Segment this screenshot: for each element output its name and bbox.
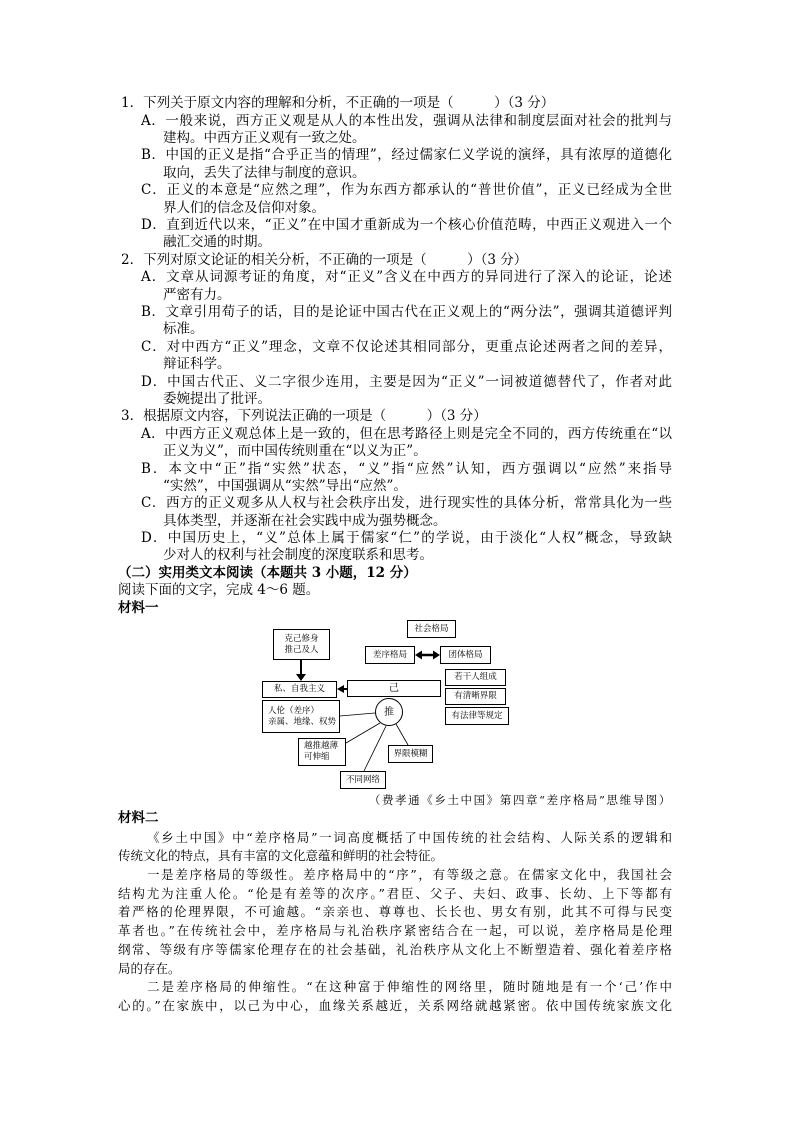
option-text-line: B．中国的正义是指“合乎正当的情理”，经过儒家仁义学说的演绎，具有浓厚的道德化 [141,147,672,164]
node-feature-members: 若干人组成 [445,669,506,686]
node-selfishness: 私、自我主义 [262,681,337,698]
node-differential-mode: 差序格局 [365,646,415,664]
option-text-line: A．一般来说，西方正义观是从人的本性出发，强调从法律和制度层面对社会的批判与 [141,112,672,129]
paragraph-line: 一是差序格局的等级性。差序格局中的“序”，有等级之意。在儒家文化中，我国社会 [147,867,672,883]
option-text-line: C．对中西方“正义”理念，文章不仅论述其相同部分，更重点论述两者之间的差异， [141,338,672,355]
node-text-line: 越推越薄 [304,741,339,751]
node-text-line: 可伸缩 [304,752,330,762]
option-text-line: A．中西方正义观总体上是一致的，但在思考路径上则是完全不同的，西方传统重在“以 [141,425,672,442]
paragraph-line: 《乡土中国》中“差序格局”一词高度概括了中国传统的社会结构、人际关系的逻辑和 [147,829,672,845]
option-text-line: 辩证科学。 [163,356,231,373]
node-thinning [298,738,346,766]
material-2-text [0,829,794,1016]
question-3-stem: 3．根据原文内容，下列说法正确的一项是（ ）（3 分） [121,408,487,425]
option-text-line: 委婉提出了批评。 [163,390,271,407]
node-feature-clear-boundary: 有清晰界限 [445,688,506,705]
node-feature-legal-rules: 有法律等规定 [445,707,509,725]
question-2-stem: 2．下列对原文论证的相关分析，不正确的一项是（ ）（3 分） [121,251,528,268]
arrow-head [415,651,422,660]
node-self: 己 [347,680,441,697]
node-text-line: 推己及人 [284,644,319,655]
option-text-line: B．文章引用荀子的话，目的是论证中国古代在正义观上的“两分法”，强调其道德评判 [141,303,672,320]
option-text-line: 标准。 [163,321,204,338]
paragraph-line: 局的存在。 [118,960,181,976]
paragraph-line: 纲常、等级有序等儒家伦理存在的社会基础，礼治秩序从文化上不断塑造着、强化着差序格 [118,941,672,957]
paragraph-line: 着严格的伦理界限，不可逾越。“亲亲也、尊尊也、长长也、男女有别，此其不可得与民变 [118,904,672,920]
connector-line [396,724,408,745]
option-text-line: 严密有力。 [163,286,231,303]
node-blurred-boundaries: 界限模糊 [388,745,433,763]
node-social-structure: 社会格局 [407,620,456,638]
node-human-relations [262,700,340,733]
node-self-cultivation [273,629,330,660]
option-text-line: 少对人的权利与社会制度的深度联系和思考。 [163,547,433,564]
node-text-line: 克己修身 [284,633,319,644]
node-organizational-mode: 团体格局 [440,646,491,664]
diagram-caption: （费孝通《乡土中国》第四章“差序格局”思维导图） [368,793,672,807]
node-text-line: 人伦（差序） [268,705,320,716]
section-instruction: 阅读下面的文字，完成 4～6 题。 [118,582,320,599]
option-text-line: 具体类型，并逐渐在社会实践中成为强势概念。 [163,512,447,529]
option-text-line: 正义为义”，而中国传统则重在“以义为正”。 [163,443,427,460]
section-title: （二）实用类文本阅读（本题共 3 小题，12 分） [118,564,417,581]
material-1-label: 材料一 [118,599,159,616]
arrow-head [433,651,440,660]
node-text-line: 亲属、地缘、权势 [268,716,337,727]
connector-line [346,723,380,743]
question-1-stem: 1．下列关于原文内容的理解和分析，不正确的一项是（ ）（3 分） [121,95,555,112]
connector-line [364,726,386,771]
paragraph-line: 传统文化的特点，具有丰富的文化意蕴和鲜明的社会特征。 [118,848,444,864]
option-text-line: D．中国古代正、义二字很少连用，主要是因为“正义”一词被道德替代了，作者对此 [141,373,672,390]
option-text-line: 融汇交通的时期。 [163,234,271,251]
arrow-head [337,685,344,693]
option-text-line: D．直到近代以来，“正义”在中国才重新成为一个核心价值范畴，中西正义观进入一个 [141,217,672,234]
node-different-networks: 不同网络 [340,771,386,789]
option-text-line: D．中国历史上，“义”总体上属于儒家“仁”的学说，由于淡化“人权”概念，导致缺 [141,530,672,547]
node-push-circle: 推 [375,698,403,726]
option-text-line: 取向，丢失了法律与制度的意识。 [163,164,366,181]
option-text-line: C．西方的正义观多从人权与社会秩序出发，进行现实性的具体分析，常常具化为一些 [141,495,672,512]
paragraph-line: 结构尤为注重人伦。“伦是有差等的次序。”君臣、父子、夫妇、政事、长幼、上下等都有 [118,885,672,901]
option-text-line: A．文章从词源考证的角度，对“正义”含义在中西方的异同进行了深入的论证，论述 [141,269,672,286]
option-text-line: “实然”，中国强调从“实然”导出“应然”。 [163,477,407,494]
material-2-label: 材料二 [118,810,159,826]
option-text-line: 界人们的信念及信仰对象。 [163,199,325,216]
paragraph-line: 心的。”在家族中，以己为中心，血缘关系越近，关系网络就越紧密。依中国传统家族文化 [118,997,672,1013]
paragraph-line: 革者也。”在传统社会中，差序格局与礼治秩序紧密结合在一起，可以说，差序格局是伦理 [118,923,672,939]
arrow-head [296,674,306,681]
option-text-line: 建构。中西方正义观有一致之处。 [163,130,366,147]
option-text-line: C．正义的本意是“应然之理”，作为东西方都承认的“普世价值”，正义已经成为全世 [141,182,672,199]
connector-line [340,713,375,716]
option-text-line: B．本文中“正”指“实然”状态，“义”指“应然”认知，西方强调以“应然”来指导 [141,460,672,477]
paragraph-line: 二是差序格局的伸缩性。“在这种富于伸缩性的网络里，随时随地是有一个‘己’作中 [147,979,672,995]
